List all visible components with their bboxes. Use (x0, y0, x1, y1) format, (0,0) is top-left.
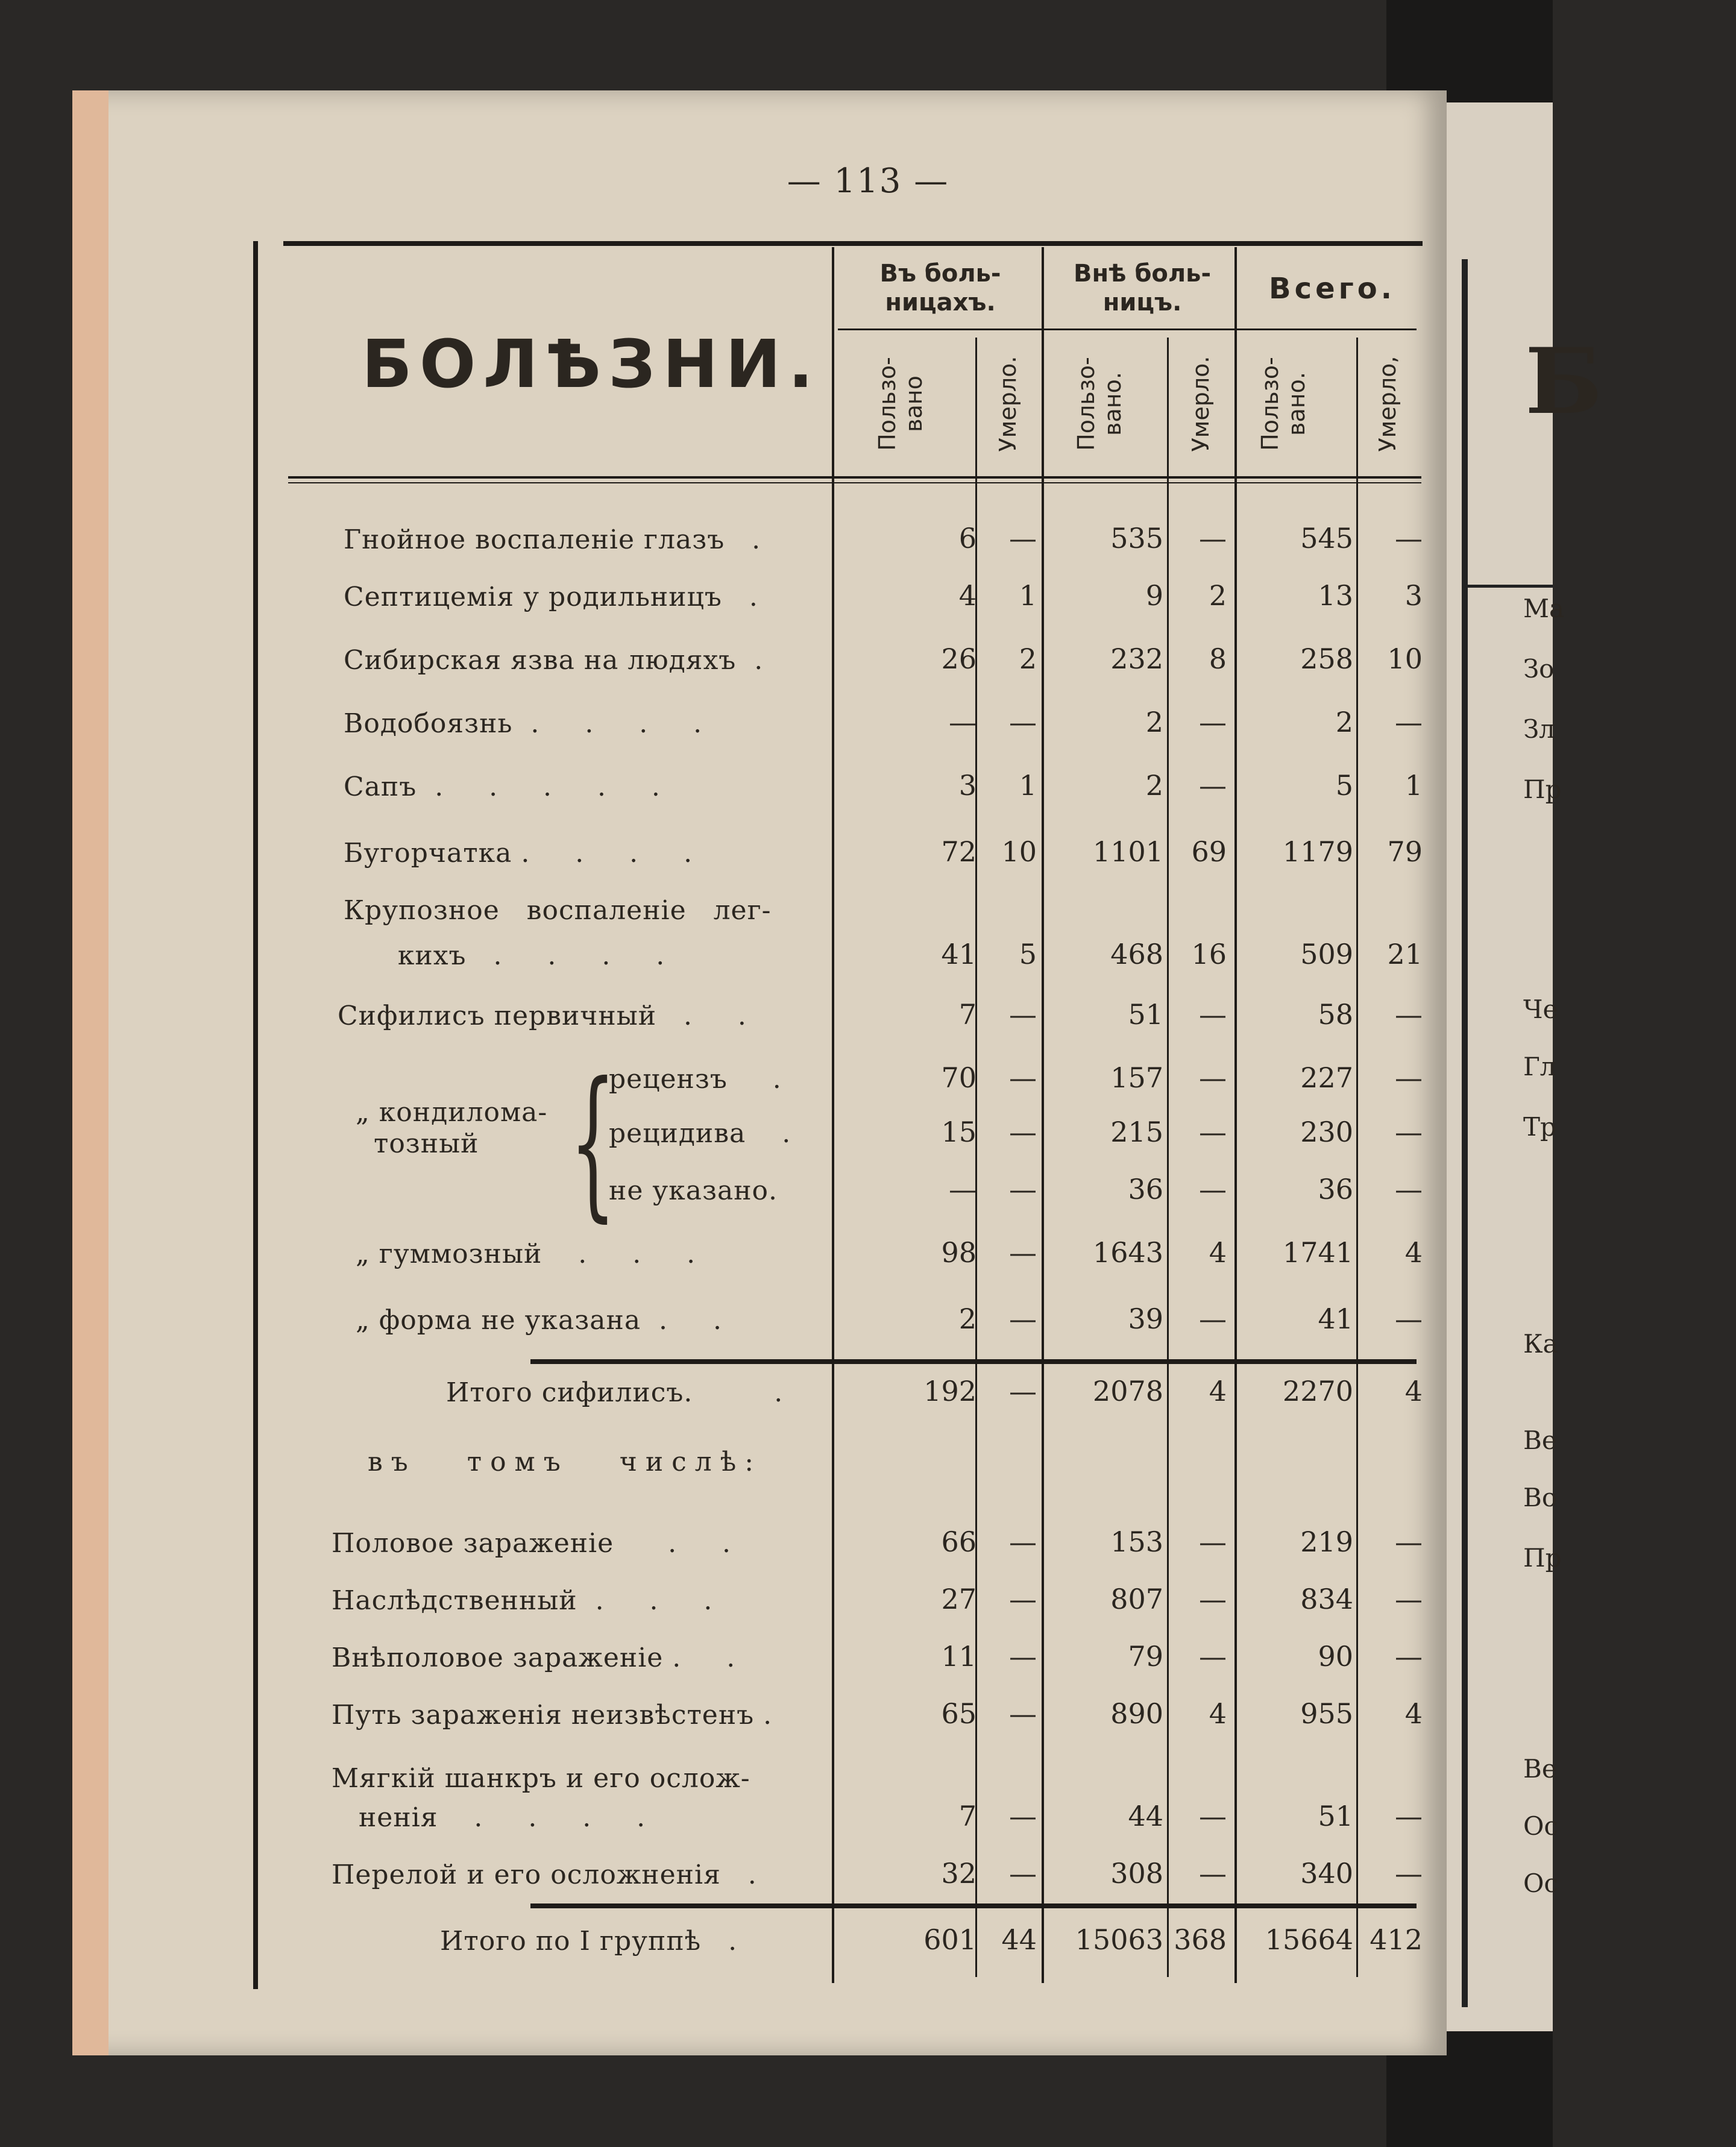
table-cell: 4 (1404, 1697, 1423, 1730)
table-cell: 1 (1404, 769, 1423, 802)
table-cell: — (949, 1173, 976, 1206)
table-cell: — (1395, 1116, 1423, 1148)
table-cell: 545 (1300, 522, 1353, 555)
table-cell: 70 (941, 1061, 976, 1094)
table-cell: 32 (941, 1857, 976, 1890)
row-label: Септицемія у родильницъ . (344, 582, 758, 612)
table-cell: 51 (1318, 1800, 1353, 1832)
table-cell: — (1199, 1116, 1227, 1148)
table-cell: — (1009, 706, 1037, 738)
row-label: Сапъ . . . . . (344, 772, 661, 802)
table-cell: 51 (1128, 998, 1163, 1031)
table-cell: 1 (1019, 579, 1037, 612)
next-page-text-fragment: Зо (1523, 654, 1555, 684)
table-cell: 509 (1300, 938, 1353, 970)
row-label: Сифилисъ первичный . . (338, 1001, 747, 1031)
table-cell: — (1009, 1526, 1037, 1558)
next-page-text-fragment: Ос (1523, 1811, 1558, 1841)
table-cell: 230 (1300, 1116, 1353, 1148)
table-cell: 10 (1001, 835, 1037, 868)
table-cell: — (1009, 998, 1037, 1031)
header-in-hospitals: Въ боль- ницахъ. (879, 260, 1001, 316)
table-cell: 98 (941, 1236, 976, 1269)
next-page-text-fragment: Ве (1523, 1754, 1557, 1784)
next-page-text-fragment: Че (1523, 995, 1558, 1024)
table-cell: — (1199, 998, 1227, 1031)
table-cell: 227 (1300, 1061, 1353, 1094)
table-cell: 39 (1128, 1303, 1163, 1335)
next-page-text-fragment: Пр (1523, 1543, 1562, 1573)
table-cell: — (1009, 1697, 1037, 1730)
table-cell: — (1009, 1173, 1037, 1206)
next-page-text-fragment: Тр (1523, 1112, 1556, 1142)
table-cell: — (1395, 1173, 1423, 1206)
table-cell: 41 (941, 938, 976, 970)
table-cell: 41 (1318, 1303, 1353, 1335)
table-cell: 368 (1174, 1923, 1227, 1956)
table-cell: 215 (1110, 1116, 1163, 1148)
row-label: „ гуммозный . . . (356, 1239, 696, 1269)
row-label: Крупозное воспаленіе лег- (344, 895, 772, 926)
table-cell: 890 (1110, 1697, 1163, 1730)
next-page-text-fragment: Пр (1523, 775, 1562, 804)
header-bottom-rule (288, 476, 1421, 479)
row-label: не указано. (609, 1175, 778, 1206)
next-page-header-rule (1462, 585, 1553, 588)
table-cell: 340 (1300, 1857, 1353, 1890)
table-left-rule (253, 241, 258, 1989)
row-label: Гнойное воспаленіе глазъ . (344, 524, 761, 555)
table-cell: 468 (1110, 938, 1163, 970)
table-cell: — (1395, 1061, 1423, 1094)
table-cell: — (1199, 706, 1227, 738)
table-cell: 7 (958, 998, 976, 1031)
header-died-2: Умерло. (1187, 356, 1214, 452)
table-cell: 2 (1209, 579, 1227, 612)
table-cell: 36 (1128, 1173, 1163, 1206)
table-cell: 90 (1318, 1640, 1353, 1673)
row-label: Перелой и его осложненія . (332, 1859, 757, 1890)
table-cell: — (1199, 1173, 1227, 1206)
table-cell: 66 (941, 1526, 976, 1558)
table-cell: 72 (941, 835, 976, 868)
table-cell: 601 (923, 1923, 976, 1956)
table-cell: 2 (1145, 706, 1163, 738)
table-cell: 9 (1145, 579, 1163, 612)
table-cell: 7 (958, 1800, 976, 1832)
table-cell: 44 (1128, 1800, 1163, 1832)
row-label: Наслѣдственный . . . (332, 1585, 713, 1616)
header-died-1: Умерло. (995, 356, 1021, 452)
table-cell: — (1199, 769, 1227, 802)
table-cell: 2270 (1282, 1375, 1353, 1407)
row-label: Водобоязнь . . . . (344, 708, 703, 739)
table-cell: — (1199, 1640, 1227, 1673)
table-cell: — (1395, 1526, 1423, 1558)
table-cell: 79 (1387, 835, 1423, 868)
table-cell: — (1395, 998, 1423, 1031)
next-page-fragment (1444, 102, 1603, 2031)
table-cell: 2 (1145, 769, 1163, 802)
table-cell: 10 (1387, 643, 1423, 675)
table-cell: 44 (1001, 1923, 1037, 1956)
header-bottom-rule-2 (288, 482, 1421, 483)
header-used-3: Пользо- вано. (1257, 357, 1310, 451)
next-page-text-fragment: Гл (1523, 1052, 1556, 1081)
table-cell: 1 (1019, 769, 1037, 802)
header-total: Всего. (1269, 272, 1395, 306)
table-cell: 4 (1404, 1236, 1423, 1269)
table-cell: — (949, 706, 976, 738)
table-cell: — (1395, 706, 1423, 738)
table-cell: — (1009, 1800, 1037, 1832)
table-cell: — (1009, 1640, 1037, 1673)
table-cell: 4 (1404, 1375, 1423, 1407)
next-page-text-fragment: Ма (1523, 594, 1565, 623)
table-cell: 26 (941, 643, 976, 675)
next-page-text-fragment: Ка (1523, 1329, 1558, 1359)
next-page-text-fragment: Ос (1523, 1869, 1558, 1898)
table-cell: 5 (1335, 769, 1353, 802)
table-cell: — (1009, 1583, 1037, 1615)
table-cell: 13 (1318, 579, 1353, 612)
table-cell: 2078 (1092, 1375, 1163, 1407)
next-page-text-fragment: Ве (1523, 1426, 1557, 1455)
table-cell: — (1395, 1303, 1423, 1335)
table-cell: — (1199, 1061, 1227, 1094)
table-cell: 2 (1019, 643, 1037, 675)
next-page-text-fragment: Во (1523, 1483, 1558, 1512)
table-cell: — (1009, 1857, 1037, 1890)
table-cell: 955 (1300, 1697, 1353, 1730)
table-cell: 219 (1300, 1526, 1353, 1558)
table-cell: 15063 (1075, 1923, 1163, 1956)
table-cell: — (1395, 1857, 1423, 1890)
total-rule (530, 1903, 1417, 1908)
header-group-rule (838, 328, 1417, 330)
table-cell: — (1009, 1303, 1037, 1335)
header-died-3: Умерло, (1374, 356, 1401, 452)
table-cell: 15664 (1265, 1923, 1353, 1956)
table-cell: 2 (958, 1303, 976, 1335)
table-cell: 16 (1191, 938, 1227, 970)
table-cell: 157 (1110, 1061, 1163, 1094)
row-label: Итого сифилисъ. . (446, 1377, 784, 1408)
table-cell: 258 (1300, 643, 1353, 675)
row-label: Итого по I группѣ . (440, 1926, 738, 1957)
table-cell: — (1009, 1061, 1037, 1094)
row-label: кихъ . . . . (344, 940, 665, 971)
table-cell: 3 (1404, 579, 1423, 612)
page-edge (72, 90, 108, 2055)
col-rule-1 (832, 247, 834, 1983)
table-cell: 15 (941, 1116, 976, 1148)
table-cell: 412 (1370, 1923, 1423, 1956)
table-cell: 192 (923, 1375, 976, 1407)
table-title: БОЛѢЗНИ. (362, 325, 821, 403)
row-label: Внѣполовое зараженіе . . (332, 1642, 736, 1673)
condyloma-group-label: „ кондилома- тозный (356, 1097, 548, 1159)
row-label: Мягкій шанкръ и его ослож- (332, 1763, 750, 1794)
table-cell: 69 (1191, 835, 1227, 868)
table-cell: — (1009, 1375, 1037, 1407)
table-cell: 232 (1110, 643, 1163, 675)
subtotal-rule (530, 1359, 1417, 1364)
page-number: — 113 — (787, 162, 949, 201)
table-cell: — (1199, 522, 1227, 555)
table-cell: 834 (1300, 1583, 1353, 1615)
table-cell: 6 (958, 522, 976, 555)
row-label: Путь зараженія неизвѣстенъ . (332, 1700, 773, 1730)
table-cell: 5 (1019, 938, 1037, 970)
table-cell: 1179 (1282, 835, 1353, 868)
table-cell: 4 (1209, 1236, 1227, 1269)
table-cell: — (1395, 1583, 1423, 1615)
next-page-text-fragment: Зл (1523, 714, 1555, 744)
table-cell: — (1395, 1800, 1423, 1832)
next-page-heading: Б (1525, 328, 1603, 435)
table-cell: 4 (958, 579, 976, 612)
table-cell: 1643 (1092, 1236, 1163, 1269)
header-used-2: Пользо- вано. (1073, 357, 1126, 451)
table-cell: — (1199, 1526, 1227, 1558)
condyloma-brace: { (570, 1047, 617, 1237)
row-label: въ томъ числѣ: (368, 1447, 763, 1477)
table-cell: 36 (1318, 1173, 1353, 1206)
row-label: „ форма не указана . . (356, 1305, 722, 1336)
table-cell: 308 (1110, 1857, 1163, 1890)
row-label: Бугорчатка . . . . (344, 838, 693, 869)
row-label: рецидива . (609, 1118, 791, 1149)
row-label: Половое зараженіе . . (332, 1528, 731, 1559)
row-label: Сибирская язва на людяхъ . (344, 645, 764, 676)
table-cell: 535 (1110, 522, 1163, 555)
table-cell: — (1199, 1303, 1227, 1335)
table-cell: 2 (1335, 706, 1353, 738)
table-cell: 1101 (1092, 835, 1163, 868)
table-cell: 27 (941, 1583, 976, 1615)
table-cell: 8 (1209, 643, 1227, 675)
row-label: рецензъ . (609, 1064, 782, 1095)
table-cell: — (1199, 1583, 1227, 1615)
header-outside-hospitals: Внѣ боль- ницъ. (1073, 260, 1212, 316)
table-cell: — (1199, 1857, 1227, 1890)
table-cell: 11 (941, 1640, 976, 1673)
table-cell: 4 (1209, 1375, 1227, 1407)
row-label: ненія . . . . (332, 1802, 646, 1833)
next-page-rule (1462, 259, 1468, 2007)
table-cell: — (1009, 1116, 1037, 1148)
table-cell: 807 (1110, 1583, 1163, 1615)
table-cell: — (1199, 1800, 1227, 1832)
table-cell: — (1009, 522, 1037, 555)
table-cell: 4 (1209, 1697, 1227, 1730)
table-cell: 65 (941, 1697, 976, 1730)
table-cell: — (1009, 1236, 1037, 1269)
table-cell: — (1395, 1640, 1423, 1673)
table-cell: 3 (958, 769, 976, 802)
table-cell: — (1395, 522, 1423, 555)
table-cell: 21 (1387, 938, 1423, 970)
table-top-rule (283, 241, 1423, 246)
table-cell: 1741 (1282, 1236, 1353, 1269)
table-cell: 153 (1110, 1526, 1163, 1558)
table-cell: 58 (1318, 998, 1353, 1031)
header-used-1: Пользо- вано (874, 357, 927, 451)
table-cell: 79 (1128, 1640, 1163, 1673)
